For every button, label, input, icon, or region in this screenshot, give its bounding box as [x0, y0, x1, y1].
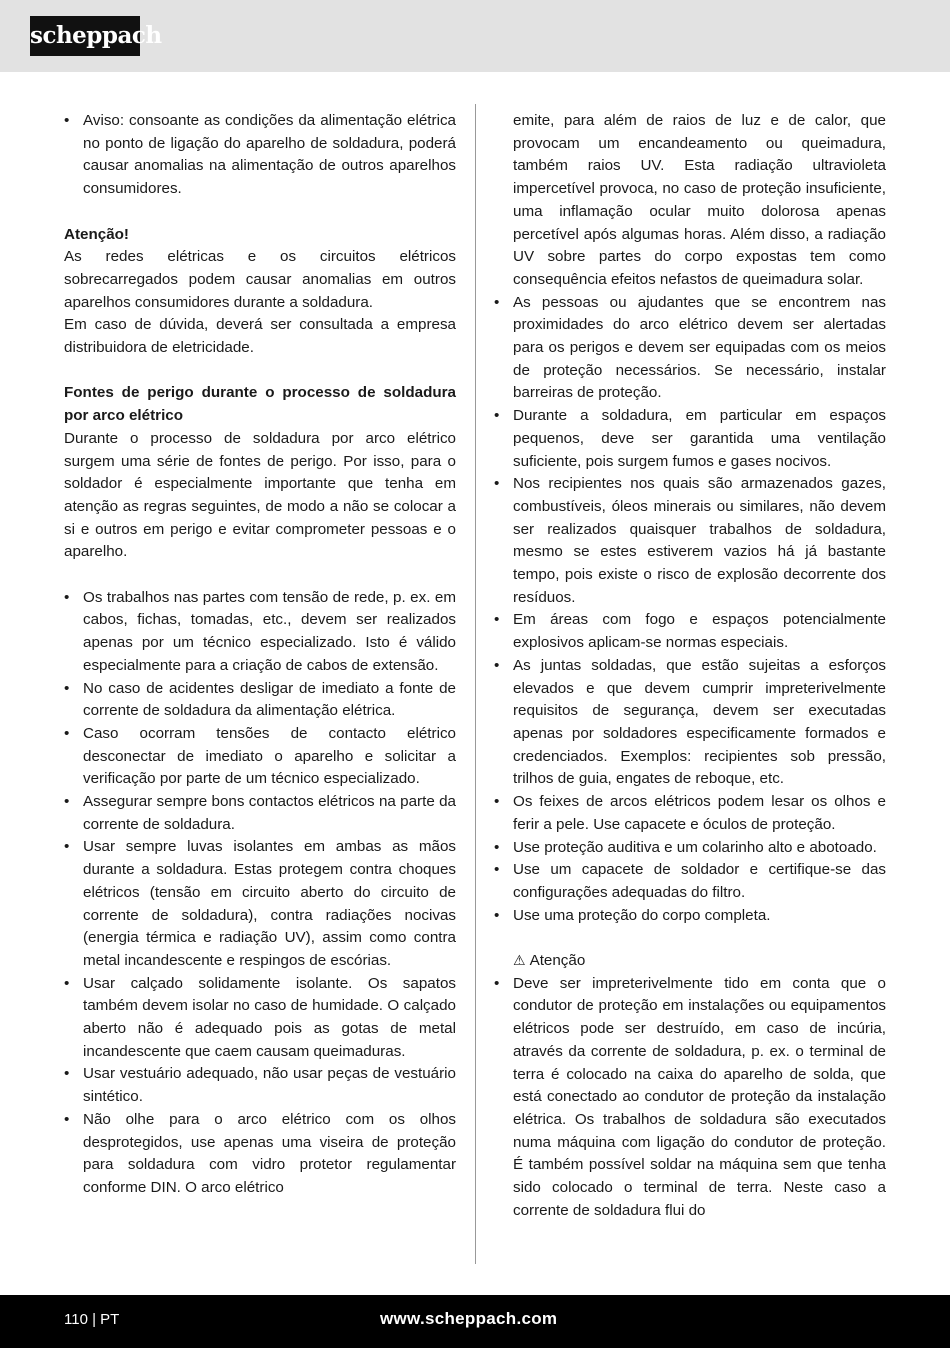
bullet-item: • Assegurar sempre bons contactos elétricos na parte da corrente de soldadura. [64, 791, 456, 836]
section-heading: Atenção! [64, 225, 129, 243]
bullet-item: • Use um capacete de soldador e certifique-se das configurações adequadas do filtro. [494, 859, 886, 904]
right-column [494, 110, 886, 1222]
bullet-item: • Caso ocorram tensões de contacto elétrico desconectar de imediato o aparelho e solicitar a verificação por parte de um técnico especializado. [64, 723, 456, 791]
paragraph: As redes elétricas e os circuitos elétricos sobrecarregados podem causar anomalias em outros aparelhos consumidores durante a soldadura. [64, 248, 456, 311]
bullet-item: • Os trabalhos nas partes com tensão de rede, p. ex. em cabos, fichas, tomadas, etc., devem ser realizados apenas por um técnico especializado. Isto é válido especialmente para a criação de cabos de extensão. [64, 587, 456, 678]
logo-text: scheppach [30, 22, 162, 49]
left-column [64, 110, 456, 1200]
bullet-item: • Não olhe para o arco elétrico com os olhos desprotegidos, use apenas uma viseira de proteção para soldadura com vidro protetor regulamentar conforme DIN. O arco elétrico [64, 1109, 456, 1200]
bullet-item: • Usar calçado solidamente isolante. Os sapatos também devem isolar no caso de humidade. O calçado aberto não é adequado pois as gotas de metal incandescente que caem causam queimaduras. [64, 973, 456, 1064]
header-band [0, 0, 950, 72]
bullet-item: • Deve ser impreterivelmente tido em conta que o condutor de proteção em instalações ou equipamentos elétricos pode ser destruído, em caso de incúria, através da corrente de soldadura, p. ex. o terminal de terra é colocado na caixa do aparelho de solda, que está conectado ao condutor de proteção da instalação elétrica. Os trabalhos de soldadura são executados numa máquina com ligação do condutor de proteção. É também possível soldar na máquina sem que tenha sido colocado o terminal de terra. Neste caso a corrente de soldadura flui do [494, 973, 886, 1223]
bullet-item: • Use proteção auditiva e um colarinho alto e abotoado. [494, 837, 886, 860]
bullet-item: • Nos recipientes nos quais são armazenados gazes, combustíveis, óleos minerais ou similares, não devem ser realizados quaisquer trabalhos de soldadura, mesmo se estes estiverem vazios há já bastante tempo, pois existe o risco de explosão decorrente dos resíduos. [494, 473, 886, 609]
paragraph-gap [64, 201, 456, 224]
bullet-item: • No caso de acidentes desligar de imediato a fonte de corrente de soldadura da alimentação elétrica. [64, 678, 456, 723]
bullet-item: • As juntas soldadas, que estão sujeitas a esforços elevados e que devem cumprir impreterivelmente requisitos de segurança, devem ser executadas apenas por soldadores especificamente formados e credenciados. Exemplos: recipientes sob pressão, trilhos de guia, engates de reboque, etc. [494, 655, 886, 791]
bullet-item: • Aviso: consoante as condições da alimentação elétrica no ponto de ligação do aparelho de soldadura, poderá causar anomalias na alimentação de outros aparelhos consumidores. [64, 110, 456, 201]
scheppach-logo [30, 16, 162, 56]
column-divider [475, 104, 476, 1264]
section-heading: Fontes de perigo durante o processo de soldadura por arco elétrico [64, 384, 456, 425]
paragraph: Em caso de dúvida, deverá ser consultada a empresa distribuidora de eletricidade. [64, 316, 456, 357]
bullet-item: • Usar sempre luvas isolantes em ambas as mãos durante a soldadura. Estas protegem contra choques elétricos (tensão em circuito aberto do circuito de corrente de soldadura), contra radiações nocivas (energia térmica e radiação UV), assim como contra metal incandescente e respingos de escórias. [64, 836, 456, 972]
bullet-item: • Em áreas com fogo e espaços potencialmente explosivos aplicam-se normas especiais. [494, 609, 886, 654]
paragraph: Durante o processo de soldadura por arco elétrico surgem uma série de fontes de perigo. Por isso, para o soldador é especialmente importante que tenha em atenção as regras seguintes, de modo a não se colocar a si e outros em perigo e evitar comprometer pessoas e o aparelho. [64, 429, 456, 561]
paragraph-gap [64, 360, 456, 383]
bullet-continuation: emite, para além de raios de luz e de calor, que provocam um encandeamento ou queimadura, também raios UV. Esta radiação ultravioleta impercetível provoca, no caso de proteção insuficiente, uma inflamação ocular muito dolorosa apenas percetível após algumas horas. Além disso, a radiação UV sobre partes do corpo expostas tem como consequência efeitos nefastos de queimadura solar. [513, 112, 886, 288]
page-number: 110 | PT [64, 1311, 120, 1328]
footer-bar [0, 1295, 950, 1348]
bullet-item: • Durante a soldadura, em particular em espaços pequenos, deve ser garantida uma ventilação suficiente, pois surgem fumos e gases nocivos. [494, 405, 886, 473]
bullet-item: • Os feixes de arcos elétricos podem lesar os olhos e ferir a pele. Use capacete e óculos de proteção. [494, 791, 886, 836]
bullet-item: • Usar vestuário adequado, não usar peças de vestuário sintético. [64, 1063, 456, 1108]
bullet-item: • Use uma proteção do corpo completa. [494, 905, 886, 928]
warning-icon: ⚠ [513, 953, 526, 969]
warning-heading [494, 950, 886, 973]
paragraph-gap [494, 927, 886, 950]
bullet-item: • As pessoas ou ajudantes que se encontrem nas proximidades do arco elétrico devem ser alertadas para os perigos e devem ser equipadas com os meios de proteção necessários. Se necessário, instalar barreiras de proteção. [494, 292, 886, 406]
website-link[interactable]: www.scheppach.com [380, 1309, 558, 1328]
paragraph-gap [64, 564, 456, 587]
warning-text: Atenção [529, 952, 586, 969]
